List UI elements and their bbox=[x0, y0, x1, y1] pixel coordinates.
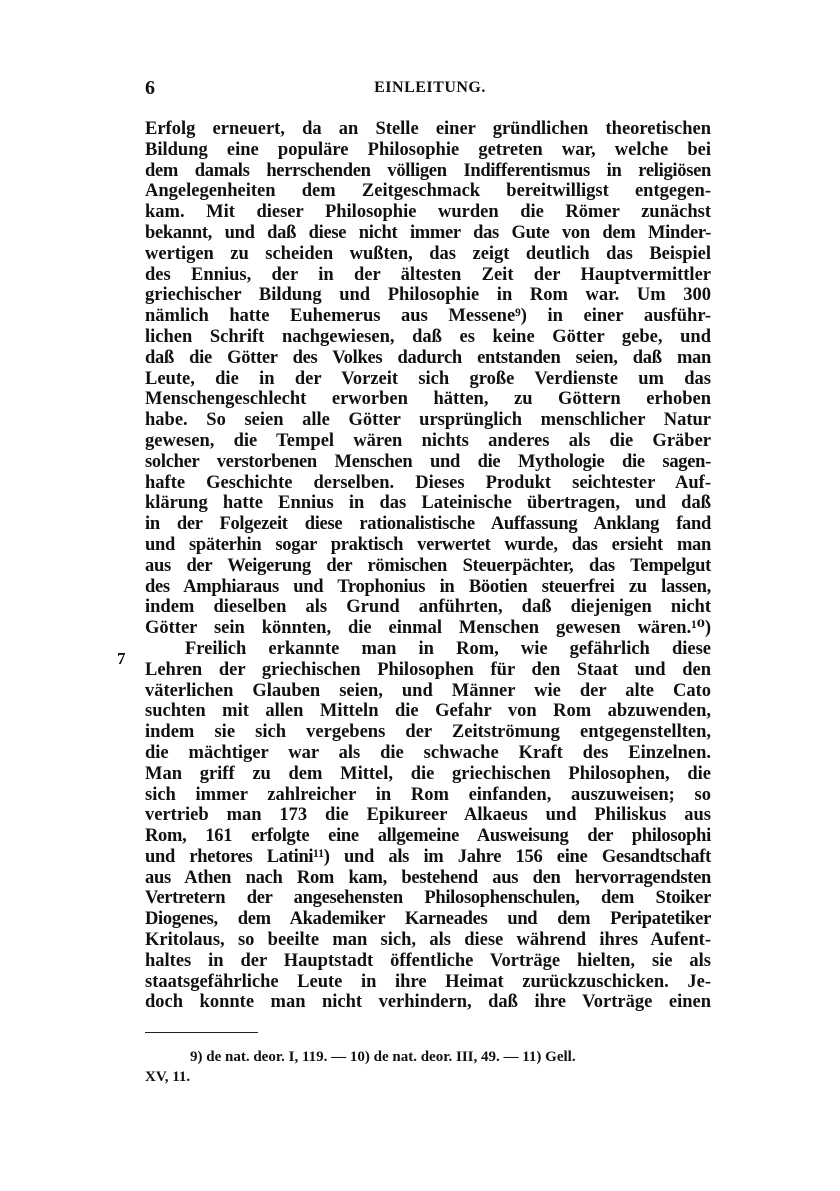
text-line: Man griff zu dem Mittel, die griechischen Philosophen, die bbox=[145, 763, 711, 784]
text-line: Kritolaus, so beeilte man sich, als diese während ihres Aufent- bbox=[145, 930, 711, 951]
text-line: wertigen zu scheiden wußten, das zeigt deutlich das Beispiel bbox=[145, 243, 711, 264]
text-line: vertrieb man 173 die Epikureer Alkaeus und Philiskus aus bbox=[145, 805, 711, 826]
text-line: Rom, 161 erfolgte eine allgemeine Ausweisung der philosophi bbox=[145, 826, 711, 847]
text-line: gewesen, die Tempel wären nichts anderes als die Gräber bbox=[145, 430, 711, 451]
text-line: und rhetores Latini¹¹) und als im Jahre 156 eine Gesandtschaft bbox=[145, 846, 711, 867]
text-line: klärung hatte Ennius in das Lateinische übertragen, und daß bbox=[145, 493, 711, 514]
text-line: sich immer zahlreicher in Rom einfanden, auszuweisen; so bbox=[145, 784, 711, 805]
text-line: lichen Schrift nachgewiesen, daß es keine Götter gebe, und bbox=[145, 326, 711, 347]
text-line: aus Athen nach Rom kam, bestehend aus den hervorragendsten bbox=[145, 867, 711, 888]
text-line: Bildung eine populäre Philosophie getreten war, welche bei bbox=[145, 139, 711, 160]
footnotes bbox=[145, 1047, 711, 1087]
text-line: des Amphiaraus und Trophonius in Böotien steuerfrei zu lassen, bbox=[145, 576, 711, 597]
running-head: EINLEITUNG. bbox=[374, 79, 486, 96]
text-line: die mächtiger war als die schwache Kraft des Einzelnen. bbox=[145, 742, 711, 763]
body-text bbox=[145, 119, 711, 1013]
page-number: 6 bbox=[145, 77, 155, 99]
text-line: daß die Götter des Volkes dadurch entstanden seien, daß man bbox=[145, 347, 711, 368]
text-line: Freilich erkannte man in Rom, wie gefährlich diese bbox=[185, 638, 711, 659]
text-line: Lehren der griechischen Philosophen für den Staat und den bbox=[145, 659, 711, 680]
text-line: Erfolg erneuert, da an Stelle einer gründlichen theoretischen bbox=[145, 119, 711, 139]
text-line: Menschengeschlecht erworben hätten, zu Göttern erhoben bbox=[145, 389, 711, 410]
text-line: solcher verstorbenen Menschen und die Mythologie die sagen- bbox=[145, 451, 711, 472]
text-line: Götter sein könnten, die einmal Menschen gewesen wären.¹⁰) bbox=[145, 618, 711, 639]
margin-number: 7 bbox=[117, 649, 126, 668]
text-line: dem damals herrschenden völligen Indifferentismus in religiösen bbox=[145, 160, 711, 181]
text-line: doch konnte man nicht verhindern, daß ihre Vorträge einen bbox=[145, 992, 711, 1013]
text-line: und späterhin sogar praktisch verwertet wurde, das ersieht man bbox=[145, 534, 711, 555]
text-line: indem dieselben als Grund anführten, daß diejenigen nicht bbox=[145, 597, 711, 618]
text-line: Leute, die in der Vorzeit sich große Verdienste um das bbox=[145, 368, 711, 389]
text-line: Diogenes, dem Akademiker Karneades und dem Peripatetiker bbox=[145, 909, 711, 930]
footnote-divider bbox=[145, 1032, 258, 1033]
text-line: hafte Geschichte derselben. Dieses Produkt seichtester Auf- bbox=[145, 472, 711, 493]
text-line: väterlichen Glauben seien, und Männer wie der alte Cato bbox=[145, 680, 711, 701]
text-line: habe. So seien alle Götter ursprünglich menschlicher Natur bbox=[145, 410, 711, 431]
text-line: bekannt, und daß diese nicht immer das Gute von dem Minder- bbox=[145, 222, 711, 243]
text-line: des Ennius, der in der ältesten Zeit der Hauptvermittler bbox=[145, 264, 711, 285]
text-line: griechischer Bildung und Philosophie in Rom war. Um 300 bbox=[145, 285, 711, 306]
text-line: indem sie sich vergebens der Zeitströmung entgegenstellten, bbox=[145, 722, 711, 743]
footnote-line: XV, 11. bbox=[145, 1069, 191, 1085]
text-line: suchten mit allen Mitteln die Gefahr von Rom abzuwenden, bbox=[145, 701, 711, 722]
text-line: haltes in der Hauptstadt öffentliche Vorträge hielten, sie als bbox=[145, 950, 711, 971]
text-line: in der Folgezeit diese rationalistische Auffassung Anklang fand bbox=[145, 514, 711, 535]
text-line: kam. Mit dieser Philosophie wurden die Römer zunächst bbox=[145, 202, 711, 223]
text-line: staatsgefährliche Leute in ihre Heimat zurückzuschicken. Je- bbox=[145, 971, 711, 992]
text-line: aus der Weigerung der römischen Steuerpächter, das Tempelgut bbox=[145, 555, 711, 576]
text-line: Angelegenheiten dem Zeitgeschmack bereitwilligst entgegen- bbox=[145, 181, 711, 202]
text-line: nämlich hatte Euhemerus aus Messene⁹) in einer ausführ- bbox=[145, 306, 711, 327]
footnote-line: 9) de nat. deor. I, 119. — 10) de nat. deor. III, 49. — 11) Gell. bbox=[190, 1049, 576, 1065]
text-line: Vertretern der angesehensten Philosophenschulen, dem Stoiker bbox=[145, 888, 711, 909]
